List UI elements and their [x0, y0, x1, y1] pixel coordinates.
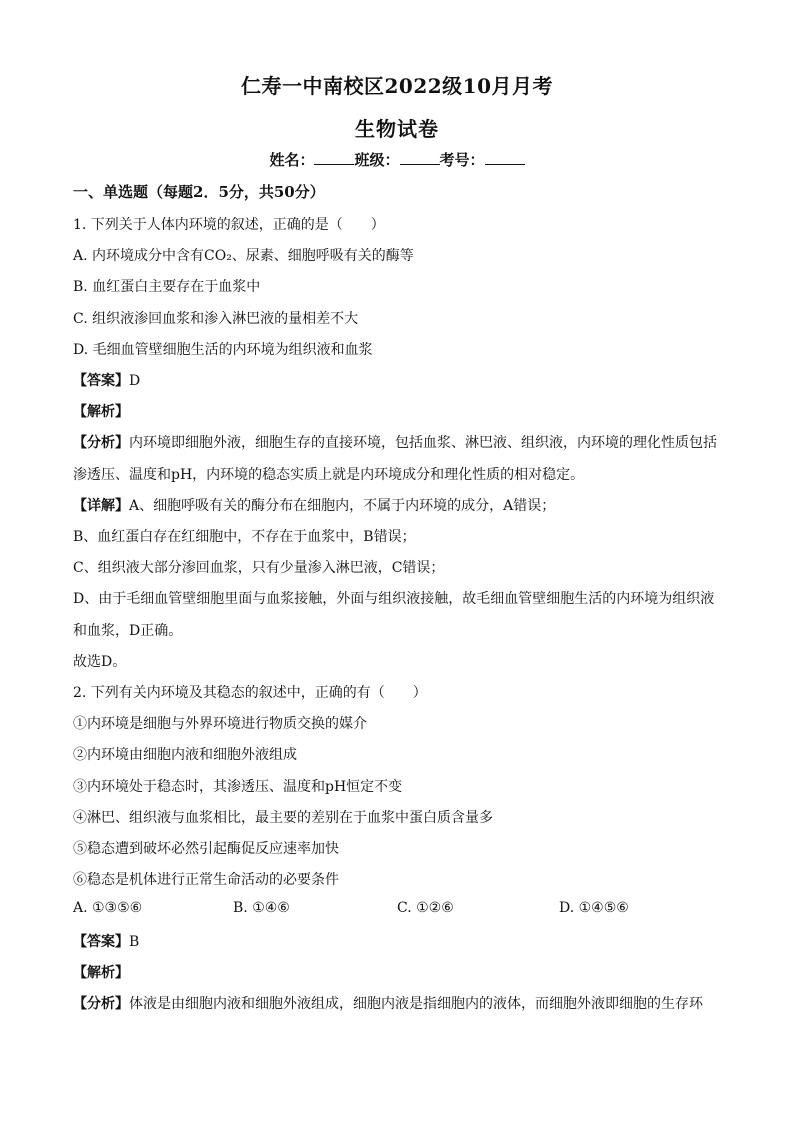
number-blank[interactable]	[485, 150, 525, 165]
q1-option-b: B. 血红蛋白主要存在于血浆中	[73, 279, 261, 295]
q1-option-c: C. 组织液渗回血浆和渗入淋巴液的量相差不大	[73, 311, 359, 327]
q2-choice-b: B. ①④⑥	[233, 900, 290, 916]
q2-choice-a: A. ①③⑤⑥	[73, 900, 143, 916]
q1-answer	[73, 370, 723, 390]
fenxi-tag: 【分析】	[73, 996, 129, 1012]
answer-tag: 【答案】	[73, 373, 129, 389]
fenxi-text: 内环境即细胞外液，细胞生存的直接环境，包括血浆、淋巴液、组织液，内环境的理化性质包括	[129, 435, 717, 451]
answer-value: D	[129, 373, 141, 389]
xiangjie-text: A、细胞呼吸有关的酶分布在细胞内，不属于内环境的成分，A错误；	[129, 498, 556, 514]
q1-analysis-tag: 【解析】	[73, 404, 129, 420]
q1-xiangjie-d2: 和血浆，D正确。	[73, 623, 183, 639]
name-label: 姓名：	[269, 151, 315, 169]
q2-choice-d: D. ①④⑤⑥	[559, 900, 629, 916]
q2-choice-c: C. ①②⑥	[397, 900, 454, 916]
q1-conclusion: 故选D。	[73, 654, 127, 670]
q1-option-a: A. 内环境成分中含有CO₂、尿素、细胞呼吸有关的酶等	[73, 248, 414, 264]
q2-answer	[73, 931, 723, 951]
q2-item-2: ②内环境由细胞内液和细胞外液组成	[73, 747, 297, 763]
q1-fenxi-line-1	[73, 432, 723, 452]
xiangjie-tag: 【详解】	[73, 498, 129, 514]
q1-xiangjie-b: B、血红蛋白存在红细胞中，不存在于血浆中，B错误；	[73, 529, 416, 545]
q1-stem: 1. 下列关于人体内环境的叙述，正确的是（ ）	[73, 217, 385, 233]
fenxi-text: 体液是由细胞内液和细胞外液组成，细胞内液是指细胞内的液体，而细胞外液即细胞的生存环	[129, 996, 703, 1012]
fenxi-tag: 【分析】	[73, 435, 129, 451]
class-blank[interactable]	[400, 150, 440, 165]
answer-value: B	[129, 934, 140, 950]
name-blank[interactable]	[314, 150, 354, 165]
exam-title: 仁寿一中南校区2022级10月月考	[241, 74, 553, 98]
q2-item-4: ④淋巴、组织液与血浆相比，最主要的差别在于血浆中蛋白质含量多	[73, 810, 493, 826]
class-label: 班级：	[354, 151, 400, 169]
number-label: 考号：	[439, 151, 485, 169]
q2-stem: 2. 下列有关内环境及其稳态的叙述中，正确的有（ ）	[73, 685, 427, 701]
exam-subtitle: 生物试卷	[355, 117, 439, 141]
q2-item-5: ⑤稳态遭到破坏必然引起酶促反应速率加快	[73, 841, 339, 857]
q1-xiangjie-d1: D、由于毛细血管壁细胞里面与血浆接触，外面与组织液接触，故毛细血管壁细胞生活的内环境为组织液	[73, 591, 715, 607]
answer-tag: 【答案】	[73, 934, 129, 950]
q2-item-6: ⑥稳态是机体进行正常生命活动的必要条件	[73, 872, 339, 888]
q1-option-d: D. 毛细血管壁细胞生活的内环境为组织液和血浆	[73, 342, 373, 358]
student-info-line	[0, 149, 794, 170]
q2-analysis-tag: 【解析】	[73, 965, 129, 981]
q1-xiangjie-a	[73, 495, 723, 515]
q2-item-3: ③内环境处于稳态时，其渗透压、温度和pH恒定不变	[73, 779, 403, 795]
q1-fenxi-line-2: 渗透压、温度和pH，内环境的稳态实质上就是内环境成分和理化性质的相对稳定。	[73, 467, 585, 483]
q2-fenxi-line-1	[73, 993, 723, 1013]
q1-xiangjie-c: C、组织液大部分渗回血浆，只有少量渗入淋巴液，C错误；	[73, 560, 445, 576]
q2-item-1: ①内环境是细胞与外界环境进行物质交换的媒介	[73, 716, 367, 732]
section-title: 一、单选题（每题2．5分，共50分）	[73, 183, 325, 201]
